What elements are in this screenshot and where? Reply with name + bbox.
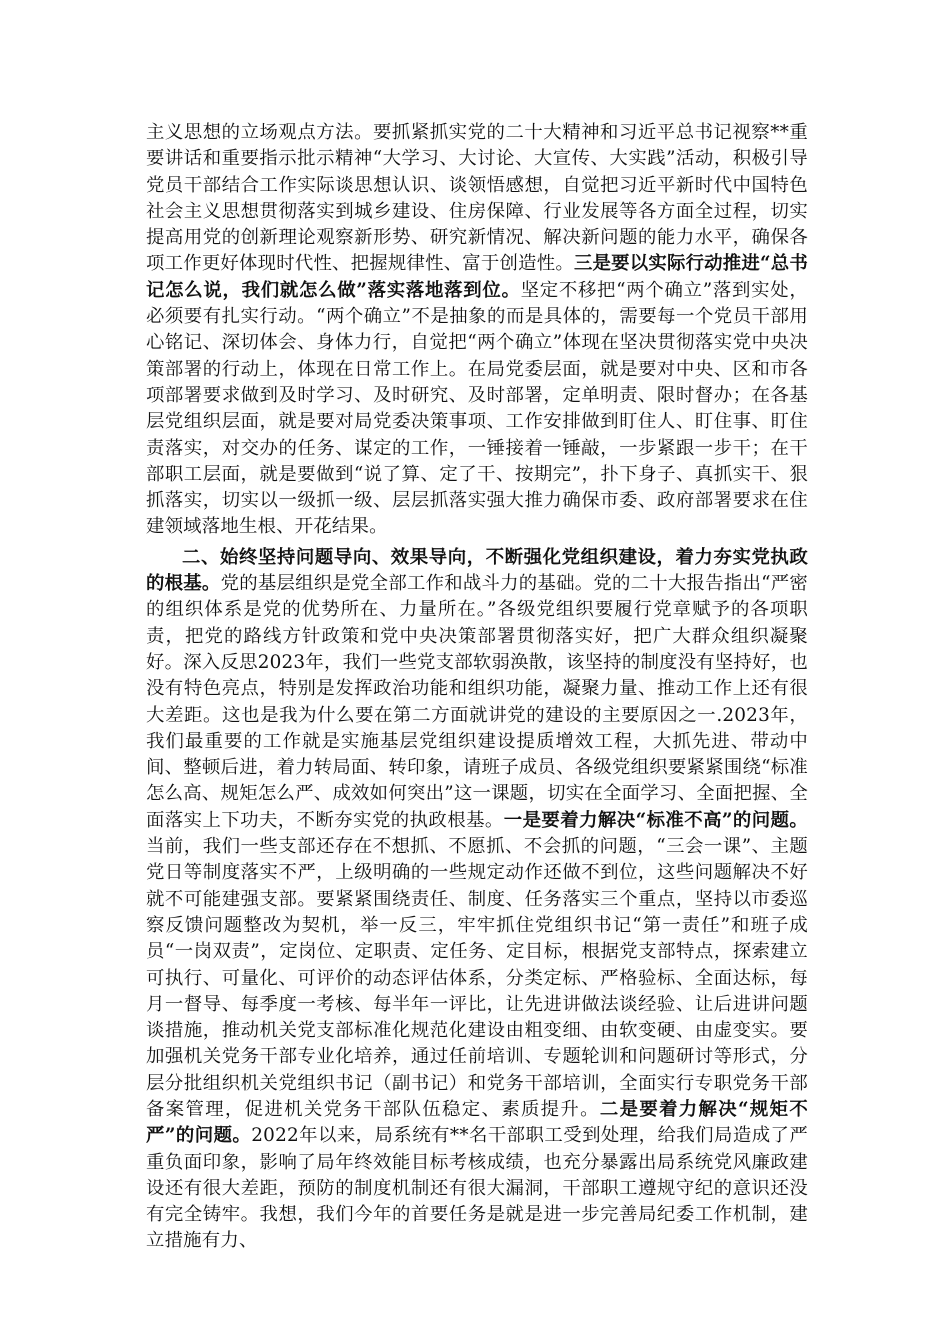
paragraph-2-text-2: 当前，我们一些支部还存在不想抓、不愿抓、不会抓的问题，“三会一课”、主题党日等制度落实不严，上级明确的一些规定动作还做不到位，这些问题解决不好就不可能建强支部。要紧紧围绕责任、制度、任务落实三个重点，坚持以市委巡察反馈问题整改为契机，举一反三，牢牢抓住党组织书记“第一责任”和班子成员“一岗双责”，定岗位、定职责、定任务、定目标，根据党支部特点，探索建立可执行、可量化、可评价的动态评估体系，分类定标、严格验标、全面达标，每月一督导、每季度一考核、每半年一评比，让先进讲做法谈经验、让后进讲问题谈措施，推动机关党支部标准化规范化建设由粗变细、由软变硬、由虚变实。要加强机关党务干部专业化培养，通过任前培训、专题轮训和问题研讨等形式，分层分批组织机关党组织书记（副书记）和党务干部培训，全面实行专职党务干部备案管理，促进机关党务干部队伍稳定、素质提升。: [146, 836, 808, 1120]
paragraph-1: [146, 120, 808, 541]
paragraph-2-bold-point-2: 二是要着力解决“规矩不严”的问题。: [146, 1098, 808, 1147]
paragraph-1-bold-heading: 三是要以实际行动推进“总书记怎么说，我们就怎么做”落实落地落到位。: [146, 253, 808, 301]
paragraph-2-bold-point-1: 一是要着力解决“标准不高”的问题。: [503, 809, 808, 831]
paragraph-2: [146, 545, 808, 1255]
section-heading-2: 二、始终坚持问题导向、效果导向，不断强化党组织建设，着力夯实党执政的根基。: [146, 546, 808, 595]
paragraph-1-text-2: 坚定不移把“两个确立”落到实处，必须要有扎实行动。“两个确立”不是抽象的而是具体的，需要每一个党员干部用心铭记、深切体会、身体力行，自觉把“两个确立”体现在坚决贯彻落实党中央决策部署的行动上，体现在日常工作上。在局党委层面，就是要对中央、区和市各项部署要求做到及时学习、及时研究、及时部署，定单明责、限时督办；在各基层党组织层面，就是要对局党委决策事项、工作安排做到盯住人、盯住事、盯住责落实，对交办的任务、谋定的工作，一锤接着一锤敲，一步紧跟一步干；在干部职工层面，就是要做到“说了算、定了干、按期完”，扑下身子、真抓实干、狠抓落实，切实以一级抓一级、层层抓落实强大推力确保市委、政府部署要求在住建领域落地生根、开花结果。: [146, 279, 808, 538]
paragraph-2-text-1: 党的基层组织是党全部工作和战斗力的基础。党的二十大报告指出“严密的组织体系是党的优势所在、力量所在。”各级党组织要履行党章赋予的各项职责，把党的路线方针政策和党中央决策部署贯彻落实好，把广大群众组织凝聚好。深入反思2023年，我们一些党支部软弱涣散，该坚持的制度没有坚持好，也没有特色亮点，特别是发挥政治功能和组织功能，凝聚力量、推动工作上还有很大差距。这也是我为什么要在第二方面就讲党的建设的主要原因之一.2023年，我们最重要的工作就是实施基层党组织建设提质增效工程，大抓先进、带动中间、整顿后进，着力转局面、转印象，请班子成员、各级党组织要紧紧围绕“标准怎么高、规矩怎么严、成效如何突出”这一课题，切实在全面学习、全面把握、全面落实上下功夫，不断夯实党的执政根基。: [146, 573, 808, 831]
paragraph-2-text-3: 2022年以来，局系统有**名干部职工受到处理，给我们局造成了严重负面印象，影响了局年终效能目标考核成绩，也充分暴露出局系统党风廉政建设还有很大差距，预防的制度机制还有很大漏洞，干部职工遵规守纪的意识还没有完全铸牢。我想，我们今年的首要任务是就是进一步完善局纪委工作机制，建立措施有力、: [146, 1125, 808, 1252]
paragraph-1-text-1: 主义思想的立场观点方法。要抓紧抓实党的二十大精神和习近平总书记视察**重要讲话和重要指示批示精神“大学习、大讨论、大宣传、大实践”活动，积极引导党员干部结合工作实际谈思想认识、谈领悟感想，自觉把习近平新时代中国特色社会主义思想贯彻落实到城乡建设、住房保障、行业发展等各方面全过程，切实提高用党的创新理论观察新形势、研究新情况、解决新问题的能力水平，确保各项工作更好体现时代性、把握规律性、富于创造性。: [146, 122, 808, 275]
document-page: [146, 120, 808, 1255]
